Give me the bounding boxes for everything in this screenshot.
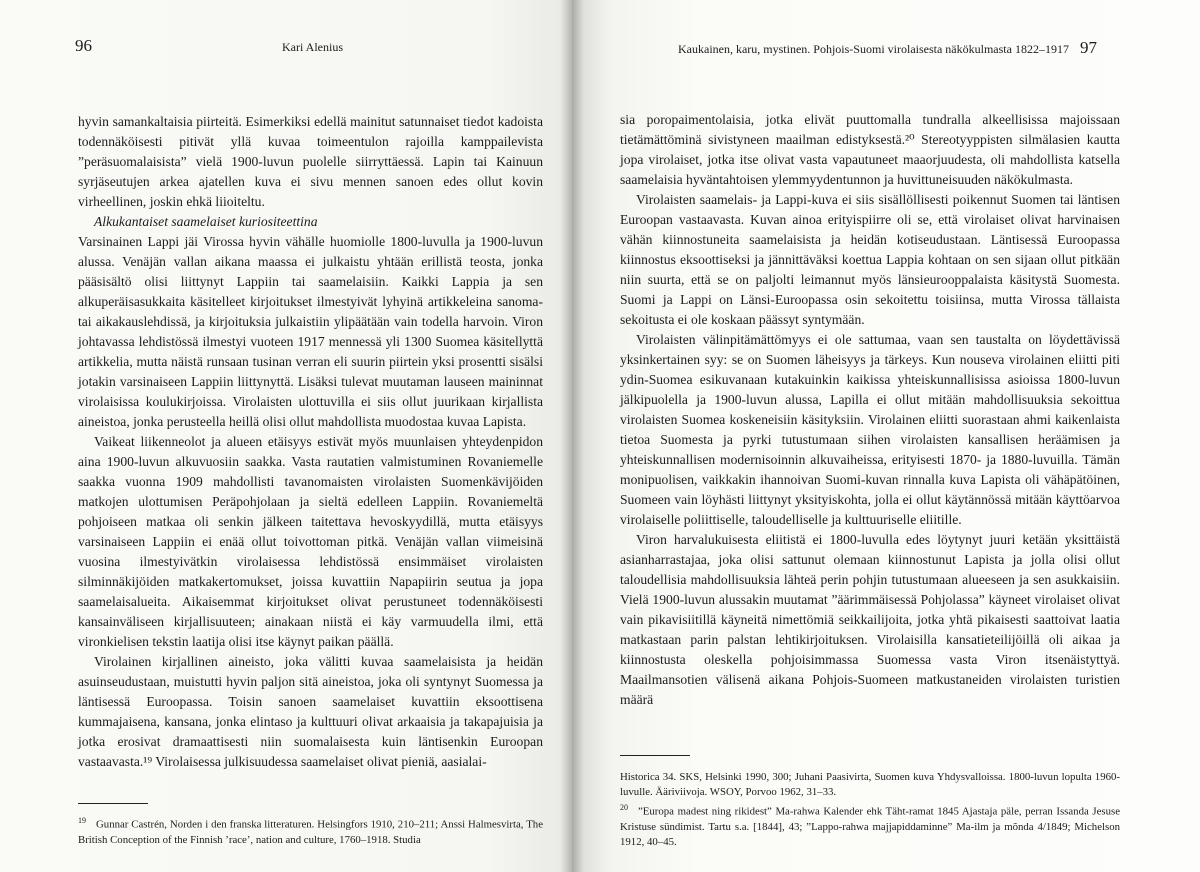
footnote-rule xyxy=(620,755,690,756)
running-head-left: Kari Alenius xyxy=(282,40,343,54)
footnotes-left xyxy=(78,813,543,848)
footnote-text: ”Europa madest ning rikidest” Ma-rahwa Kalender ehk Täht-ramat 1845 Ajastaja päle, perran Issanda Jesuse Kristuse sündimist. Tartu s.a. [1844], 43; ”Lappo-rahwa majjapiddaminne” Ma-ilm ja mõnda 4/1849; Michelson 1912, 40–45. xyxy=(620,805,1120,848)
book-gutter-shadow xyxy=(560,0,584,872)
footnote-text: Gunnar Castrén, Norden i den franska litteraturen. Helsingfors 1910, 210–211; Anssi Halmesvirta, The British Conception of the Finnish ’race’, nation and culture, 1760–1918. Studia xyxy=(78,818,543,846)
section-heading: Alkukantaiset saamelaiset kuriositeettina xyxy=(94,214,318,229)
footnote-rule xyxy=(78,803,148,804)
page-number-left: 96 xyxy=(75,36,92,55)
paragraph: Viron harvalukuisesta eliitistä ei 1800-luvulla edes löytynyt juuri ketään yksittäistä asianharrastajaa, joka olisi sattunut olemaan kiinnostunut Lapista ja jolla olisi ollut taloudellisia mahdollisuuksia lähteä perin pohjin tutustumaan alueeseen ja sen asukkaisiin. Vielä 1900-luvun alussakin muutamat ”äärimmäisessä Pohjolassa” käyneet virolaiset olivat vain pikavisiitillä käyneitä nimettömiä seikkailijoita, jotka yhtä pikaisesti saattoivat laatia matkastaan parin palstan lehtikirjoituksen. Virolaisilla kansatieteilijöillä oli aikaa ja kiinnostusta oleskella pohjoisimmassa Suomessa vasta Viron itsenäistyttyä. Maailmansotien välisenä aikana Pohjois-Suomeen matkustaneiden virolaisten turistien määrä xyxy=(620,532,1120,707)
right-body-text xyxy=(620,110,1120,710)
footnote-number: 19 xyxy=(78,816,86,825)
footnote-continuation: Historica 34. SKS, Helsinki 1990, 300; Juhani Paasivirta, Suomen kuva Yhdysvalloissa. 1800-luvun lopulta 1960-luvulle. Ääriviivoja. WSOY, Porvoo 1962, 31–33. xyxy=(620,771,1120,798)
left-body-text xyxy=(78,112,543,772)
footnotes-right xyxy=(620,770,1120,850)
paragraph: sia poropaimentolaisia, jotka elivät puuttomalla tundralla alkeellisissa majoissaan tietämättöminä sivistyneen maailman edistyksestä.²⁰ Stereotyyppisten silmälasien kautta jopa virolaiset, jotka itse olivat vasta vapautuneet maaorjuudesta, oli mahdollista katsella saamelaisia hyväntahtoisen ylemmyydentunnon ja huvittuneisuuden näkökulmasta. xyxy=(620,112,1120,187)
page-number-right: 97 xyxy=(1080,38,1097,57)
running-head-right: Kaukainen, karu, mystinen. Pohjois-Suomi virolaisesta näkökulmasta 1822–1917 xyxy=(678,42,1069,56)
footnote xyxy=(78,813,543,848)
paragraph: Virolaisten välinpitämättömyys ei ole sattumaa, vaan sen taustalta on löydettävissä yksinkertainen syy: se on Suomen läheisyys ja tärkeys. Kun nouseva virolainen eliitti piti ydin-Suomea esikuvanaan kutakuinkin kaikissa yhteiskunnallisissa asioissa 1800-luvun jälkipuolella ja 1900-luvun alussa, Lapilla ei ollut mitään mahdollisuuksia sekoittua virolaisten Suomea koskeneisiin käsityksiin. Virolainen eliitti suorastaan ahmi kaikenlaista tietoa Suomesta ja pyrki tutustumaan siihen virolaisten kansallisen heräämisen ja yhteiskunnallisen modernisoinnin alkuvaiheissa, erityisesti 1870- ja 1880-luvuilla. Tämän monipuolisen, vaikkakin ihannoivan Suomi-kuvan rinnalla kuva Lapista oli vähäpätöinen, Suomeen vain löyhästi liittynyt yksityiskohta, jolla ei ollut käytännössä mitään käyttöarvoa virolaiselle poliittiselle, taloudelliselle ja kulttuuriselle eliitille. xyxy=(620,332,1120,527)
paragraph: Varsinainen Lappi jäi Virossa hyvin vähälle huomiolle 1800-luvulla ja 1900-luvun alussa. Venäjän vallan aikana maassa ei julkaistu yhtään erillistä teosta, jonka pääsisältö olisi liittynyt Lappiin tai saamelaisiin. Kaikki Lappia ja sen alkuperäisasukkaita käsitelleet kirjoitukset ilmestyivät lyhyinä artikkeleina sanoma- tai aikakauslehdissä, ja kirjoituksia julkaistiin ylipäätään vain todella harvoin. Viron johtavassa lehdistössä ilmestyi vuoteen 1917 mennessä yli 1300 Suomea käsitellyttä artikkelia, mutta näistä runsaan tusinan verran eli suurin piirtein yksi prosentti sisälsi jotakin varsinaiseen Lappiin liittynyttä. Lisäksi tulevat muutaman lauseen maininnat virolaisissa koulukirjoissa. Virolaisten ulottuvilla ei siis ollut juurikaan kirjallista aineistoa, jonka perusteella heillä olisi ollut mahdollista muodostaa kuvaa Lapista. xyxy=(78,234,543,429)
paragraph: Virolaisten saamelais- ja Lappi-kuva ei siis sisällöllisesti poikennut Suomen tai läntisen Euroopan vastaavasta. Kuvan ainoa erityispiirre oli se, että virolaiset olivat harvinaisen vähän kiinnostuneita saamelaisista ja heidän kotiseudustaan. Läntisessä Euroopassa kiinnostus eksoottiseksi ja jännittäväksi koettua Lappia kohtaan on sen sijaan ollut pitkään niin suurta, että se on paljolti leimannut myös länsieurooppalaista käsitystä Suomesta. Suomi ja Lappi on Länsi-Euroopassa osin sekoitettu toisiinsa, mutta Virossa tällaista sekoitusta ei ole koskaan päässyt syntymään. xyxy=(620,192,1120,327)
footnote xyxy=(620,800,1120,850)
paragraph: hyvin samankaltaisia piirteitä. Esimerkiksi edellä mainitut satunnaiset tiedot kadoista todennäköisesti pitivät yllä kuvaa toimeentulon rajoilla kamppailevista ”peräsuomalaisista” vielä 1900-luvun puolelle siirryttäessä. Lapin tai Kainuun syrjäseutujen arkea ajatellen kuva ei sivu mennen sanoen edes ollut kovin virheellinen, joskin ehkä liioiteltu. xyxy=(78,114,543,209)
paragraph: Vaikeat liikenneolot ja alueen etäisyys estivät myös muunlaisen yhteydenpidon aina 1900-luvun alkuvuosiin saakka. Vasta rautatien valmistuminen Rovaniemelle saakka vuonna 1909 mahdollisti tavanomaisten virolaisten Suomenkävijöiden matkojen ulottumisen Peräpohjolaan ja sieltä edelleen Lappiin. Rovaniemeltä pohjoiseen matkaa oli senkin jälkeen taitettava hevoskyydillä, mutta etäisyys varsinaiseen Lappiin ei enää ollut toivottoman pitkä. Venäjän vallan viimeisinä vuosina ilmestyivätkin virolaisessa lehdistössä ensimmäiset virolaisten silminnäkijöiden matkakertomukset, joissa kuvattiin Napapiirin seutua ja jopa saamelaisalueita. Aikaisemmat kirjoitukset olivat perustuneet todennäköisesti kansainväliseen kirjallisuuteen; ainakaan niistä ei käy varmuudella ilmi, että vironkielisen tekstin laatija olisi itse käynyt paikan päällä. xyxy=(78,434,543,649)
left-page xyxy=(0,0,572,872)
footnote-number: 20 xyxy=(620,803,628,812)
paragraph: Virolainen kirjallinen aineisto, joka välitti kuvaa saamelaisista ja heidän asuinseudustaan, muistutti hyvin paljon sitä aineistoa, joka oli syntynyt Suomessa ja läntisessä Euroopassa. Toisin sanoen saamelaiset kuvattiin eksoottisena kummajaisena, kansana, jonka elintaso ja kulttuuri olivat arkaaisia ja takapajuisia ja jotka erosivat dramaattisesti niin suomalaisesta kuin läntisenkin Euroopan vastaavasta.¹⁹ Virolaisessa julkisuudessa saamelaiset olivat pieniä, aasialai- xyxy=(78,654,543,769)
right-page xyxy=(572,0,1200,872)
